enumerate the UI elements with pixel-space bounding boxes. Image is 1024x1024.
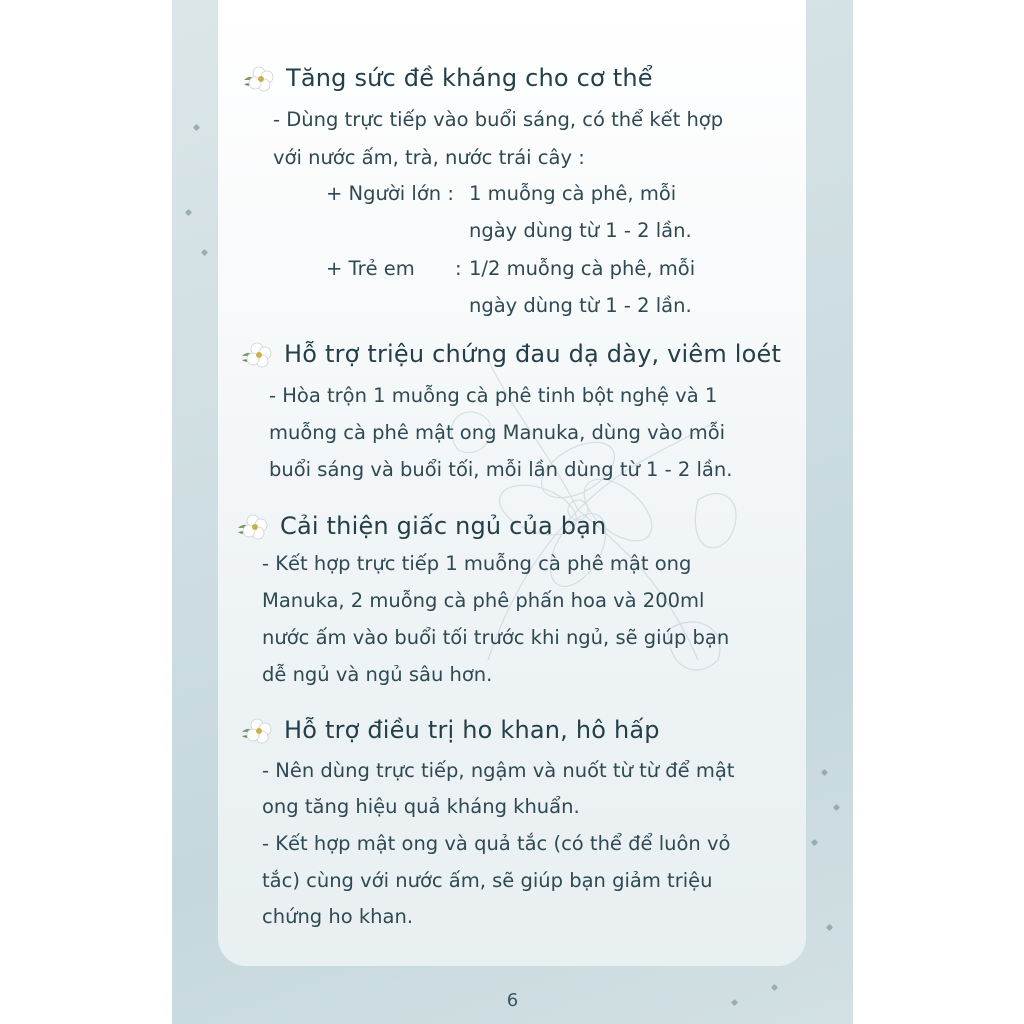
- section-heading-text: Tăng sức đề kháng cho cơ thể: [286, 64, 653, 92]
- body-text-line: Manuka, 2 muỗng cà phê phấn hoa và 200ml: [262, 589, 705, 612]
- section-heading-cough: [240, 710, 660, 750]
- body-text-line: - Nên dùng trực tiếp, ngậm và nuốt từ từ để mật: [262, 759, 735, 782]
- document-page: [172, 0, 853, 1024]
- dosage-label-child: + Trẻ em: [326, 257, 415, 280]
- body-text-line: tắc) cùng với nước ấm, sẽ giúp bạn giảm triệu: [262, 869, 713, 892]
- section-heading-text: Hỗ trợ điều trị ho khan, hô hấp: [284, 716, 660, 744]
- decorative-speck: [193, 124, 200, 131]
- body-text-line: nước ấm vào buổi tối trước khi ngủ, sẽ giúp bạn: [262, 626, 730, 649]
- decorative-speck: [185, 209, 192, 216]
- section-heading-text: Cải thiện giấc ngủ của bạn: [280, 512, 607, 540]
- white-flower-icon: [240, 340, 274, 368]
- body-text-line: ong tăng hiệu quả kháng khuẩn.: [262, 795, 580, 818]
- decorative-speck: [821, 769, 828, 776]
- dosage-text-line: ngày dùng từ 1 - 2 lần.: [469, 294, 692, 317]
- body-text-line: - Kết hợp mật ong và quả tắc (có thể để luôn vỏ: [262, 832, 731, 855]
- decorative-speck: [811, 839, 818, 846]
- body-text-line: dễ ngủ và ngủ sâu hơn.: [262, 663, 493, 686]
- decorative-speck: [201, 249, 208, 256]
- dosage-label-adult: + Người lớn :: [326, 182, 454, 205]
- content-card: [218, 0, 806, 966]
- section-heading-sleep: [236, 506, 606, 546]
- white-flower-icon: [242, 64, 276, 92]
- dosage-text-line: ngày dùng từ 1 - 2 lần.: [469, 219, 692, 242]
- section-heading-text: Hỗ trợ triệu chứng đau dạ dày, viêm loét: [284, 340, 782, 368]
- dosage-text-line: 1/2 muỗng cà phê, mỗi: [469, 257, 696, 280]
- body-text-line: - Hòa trộn 1 muỗng cà phê tinh bột nghệ và 1: [269, 384, 718, 407]
- body-text-line: muỗng cà phê mật ong Manuka, dùng vào mỗi: [269, 421, 726, 444]
- body-text-line: với nước ấm, trà, nước trái cây :: [273, 146, 585, 169]
- body-text-line: - Kết hợp trực tiếp 1 muỗng cà phê mật ong: [262, 552, 692, 575]
- section-heading-stomach: [240, 334, 781, 374]
- dosage-separator: :: [455, 257, 462, 280]
- dosage-text-line: 1 muỗng cà phê, mỗi: [469, 182, 677, 205]
- section-heading-immunity: [242, 58, 653, 98]
- body-text-line: buổi sáng và buổi tối, mỗi lần dùng từ 1 - 2 lần.: [269, 458, 733, 481]
- page-number: 6: [506, 990, 519, 1011]
- decorative-speck: [833, 804, 840, 811]
- white-flower-icon: [236, 512, 270, 540]
- body-text-line: chứng ho khan.: [262, 905, 414, 928]
- decorative-speck: [826, 924, 833, 931]
- body-text-line: - Dùng trực tiếp vào buổi sáng, có thể kết hợp: [273, 108, 724, 131]
- white-flower-icon: [240, 716, 274, 744]
